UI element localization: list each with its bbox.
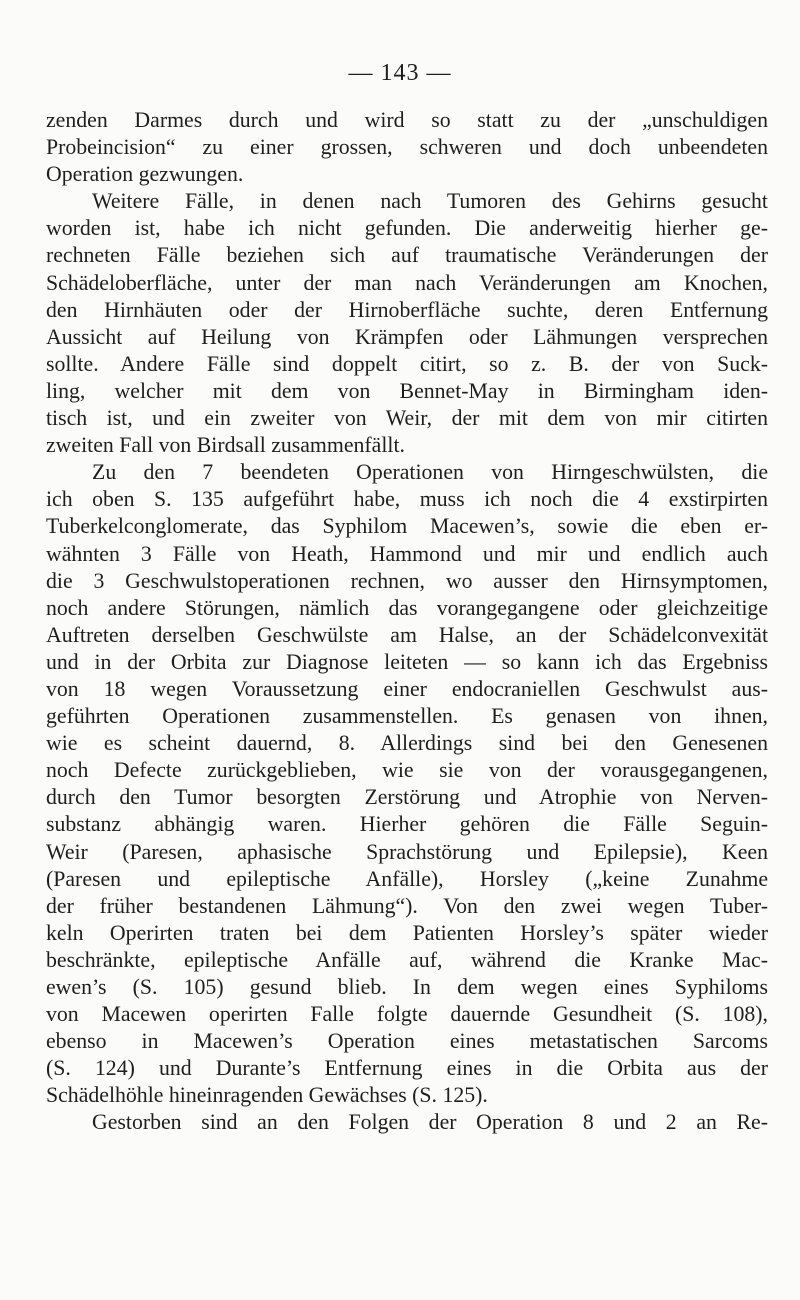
- text-line: ich oben S. 135 aufgeführt habe, muss ich noch die 4 exstirpirten: [46, 487, 768, 512]
- text-line: Operation gezwungen.: [46, 162, 244, 187]
- text-line: rechneten Fälle beziehen sich auf traumatische Veränderungen der: [46, 243, 768, 268]
- text-line: Auftreten derselben Geschwülste am Halse, an der Schädelconvexität: [46, 622, 768, 647]
- text-line: Schädeloberfläche, unter der man nach Veränderungen am Knochen,: [46, 270, 768, 295]
- text-line: zenden Darmes durch und wird so statt zu der „unschuldigen: [46, 108, 768, 132]
- text-line: substanz abhängig waren. Hierher gehören die Fälle Seguin-: [46, 812, 768, 837]
- text-line: ebenso in Macewen’s Operation eines metastatischen Sarcoms: [46, 1029, 768, 1054]
- text-line: (Paresen und epileptische Anfälle), Horsley („keine Zunahme: [46, 866, 768, 891]
- text-line: die 3 Geschwulstoperationen rechnen, wo ausser den Hirnsymptomen,: [46, 568, 768, 593]
- text-line: Weitere Fälle, in denen nach Tumoren des Gehirns gesucht: [92, 189, 768, 214]
- text-line: ling, welcher mit dem von Bennet-May in Birmingham iden-: [46, 378, 768, 403]
- text-line: den Hirnhäuten oder der Hirnoberfläche suchte, deren Entfernung: [46, 297, 768, 322]
- text-line: ewen’s (S. 105) gesund blieb. In dem wegen eines Syphiloms: [46, 975, 768, 999]
- text-line: beschränkte, epileptische Anfälle auf, während die Kranke Mac-: [46, 947, 768, 972]
- text-line: Probeincision“ zu einer grossen, schweren und doch unbeendeten: [46, 135, 768, 160]
- body-text: [46, 107, 768, 1137]
- text-line: (S. 124) und Durante’s Entfernung eines in die Orbita aus der: [46, 1056, 768, 1081]
- text-line: tisch ist, und ein zweiter von Weir, der mit dem von mir citirten: [46, 406, 768, 431]
- text-line: keln Operirten traten bei dem Patienten Horsley’s später wieder: [46, 920, 768, 945]
- text-line: noch Defecte zurückgeblieben, wie sie von der vorausgegangenen,: [46, 758, 768, 783]
- text-line: worden ist, habe ich nicht gefunden. Die anderweitig hierher ge-: [46, 216, 768, 241]
- page-number: — 143 —: [348, 60, 452, 86]
- text-line: Zu den 7 beendeten Operationen von Hirngeschwülsten, die: [92, 460, 768, 485]
- text-line: Tuberkelconglomerate, das Syphilom Macewen’s, sowie die eben er-: [46, 514, 768, 539]
- text-line: durch den Tumor besorgten Zerstörung und Atrophie von Nerven-: [46, 785, 768, 810]
- text-line: wähnten 3 Fälle von Heath, Hammond und mir und endlich auch: [46, 541, 768, 566]
- text-line: Aussicht auf Heilung von Krämpfen oder Lähmungen versprechen: [46, 324, 768, 349]
- text-line: von Macewen operirten Falle folgte dauernde Gesundheit (S. 108),: [46, 1002, 768, 1027]
- text-line: noch andere Störungen, nämlich das vorangegangene oder gleichzeitige: [46, 595, 768, 620]
- text-line: und in der Orbita zur Diagnose leiteten — so kann ich das Ergebniss: [46, 649, 768, 674]
- text-line: Schädelhöhle hineinragenden Gewächses (S. 125).: [46, 1083, 488, 1108]
- text-line: Gestorben sind an den Folgen der Operation 8 und 2 an Re-: [92, 1110, 768, 1135]
- text-line: geführten Operationen zusammenstellen. Es genasen von ihnen,: [46, 704, 768, 729]
- text-line: Weir (Paresen, aphasische Sprachstörung und Epilepsie), Keen: [46, 839, 768, 864]
- text-line: wie es scheint dauernd, 8. Allerdings sind bei den Genesenen: [46, 731, 768, 756]
- text-line: der früher bestandenen Lähmung“). Von den zwei wegen Tuber-: [46, 893, 768, 918]
- text-line: von 18 wegen Voraussetzung einer endocraniellen Geschwulst aus-: [46, 676, 768, 701]
- text-line: sollte. Andere Fälle sind doppelt citirt, so z. B. der von Suck-: [46, 351, 768, 376]
- text-line: zweiten Fall von Birdsall zusammenfällt.: [46, 433, 405, 458]
